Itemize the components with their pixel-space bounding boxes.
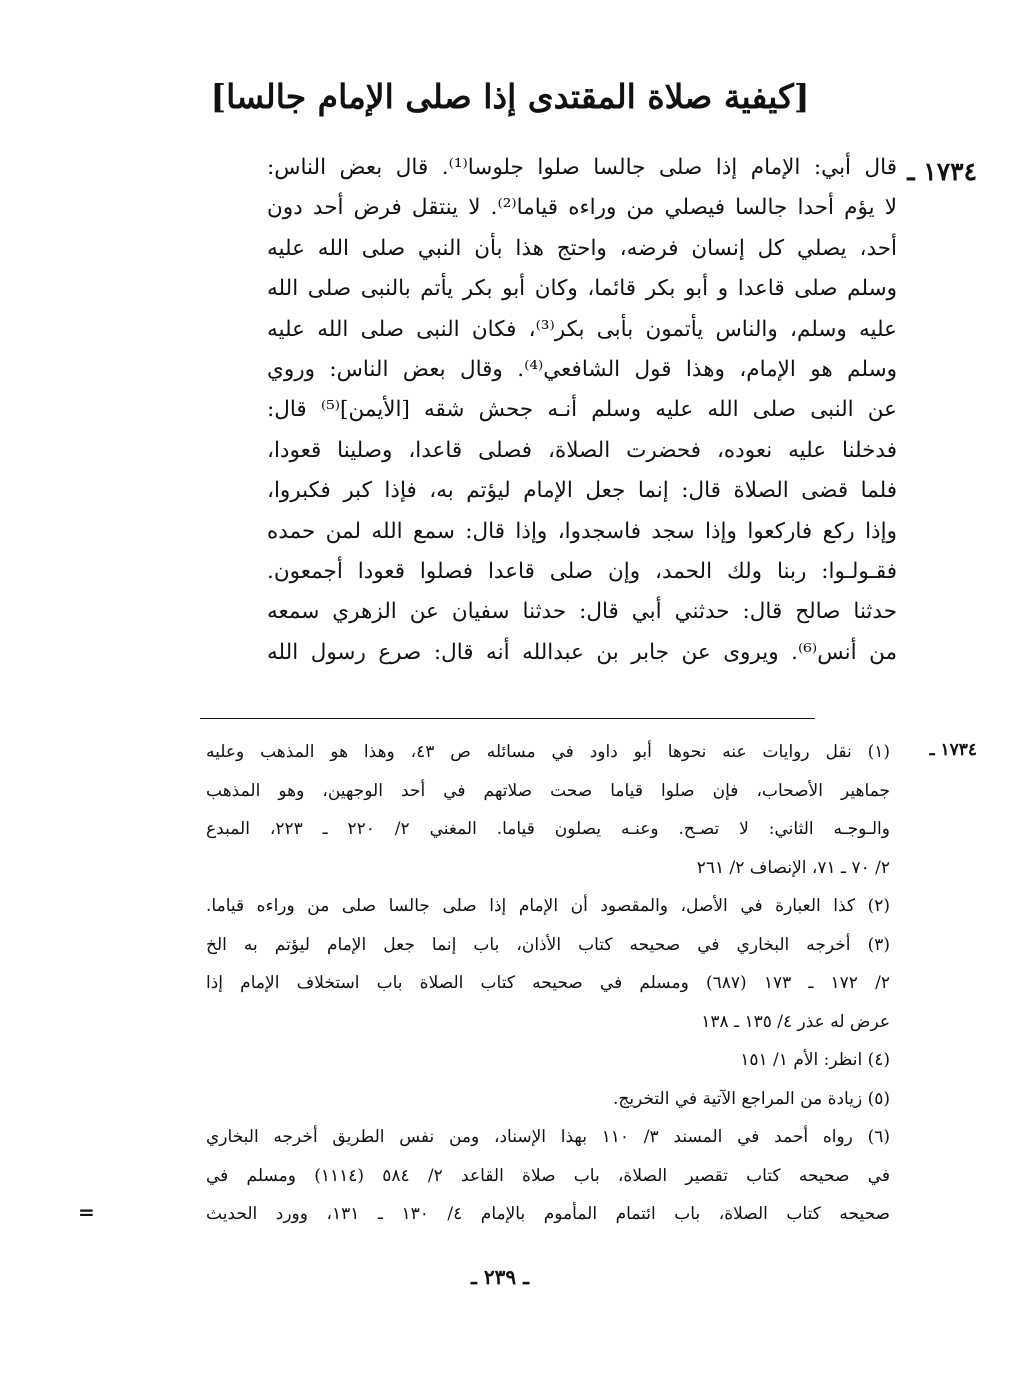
footnote-line: عرض له عذر ٤/ ١٣٥ ـ ١٣٨ (701, 1011, 890, 1032)
main-line: أحد، يصلي كل إنسان فرضه، واحتج هذا بأن النبي صلى الله عليه (267, 235, 897, 261)
footnotes (206, 733, 890, 1234)
page-number: ـ ٢٣٩ ـ (471, 1265, 529, 1289)
main-line: وسلم صلى قاعدا و أبو بكر قائما، وكان أبو بكر يأتم بالنبى صلى الله (267, 276, 897, 302)
footnote-separator (200, 718, 815, 719)
hadith-number: ١٧٣٤ ـ (907, 157, 977, 186)
footnote-line: والـوجـه الثاني: لا تصـح. وعنـه يصلون قياما. المغني ٢/ ٢٢٠ ـ ٢٢٣، المبدع (206, 819, 890, 839)
main-line: قال أبي: الإمام إذا صلى جالسا صلوا جلوسا⁽¹⁾. قال بعض الناس: (267, 155, 897, 180)
main-line: من أنس⁽⁶⁾. ويروى عن جابر بن عبدالله أنه قال: صرع رسول الله (267, 639, 897, 665)
footnote-line: (٦) رواه أحمد في المسند ٣/ ١١٠ بهذا الإسناد، ومن نفس الطريق أخرجه البخاري (206, 1127, 890, 1147)
section-title: [كيفية صلاة المقتدى إذا صلى الإمام جالسا] (210, 77, 810, 116)
main-line: فقـولـوا: ربنا ولك الحمد، وإن صلى قاعدا فصلوا قعودا أجمعون. (267, 558, 897, 584)
footnote-line: (٣) أخرجه البخاري في صحيحه كتاب الأذان، باب إنما جعل الإمام ليؤتم به الخ (206, 934, 890, 955)
main-line: فدخلنا عليه نعوده، فحضرت الصلاة، فصلى قاعدا، وصلينا قعودا، (267, 437, 897, 463)
footnote-line: صحيحه كتاب الصلاة، باب ائتمام المأموم بالإمام ٤/ ١٣٠ ـ ١٣١، وورد الحديث (206, 1204, 890, 1224)
footnote-line: (٥) زيادة من المراجع الآتية في التخريج. (612, 1088, 890, 1109)
main-line: وسلم هو الإمام، وهذا قول الشافعي⁽⁴⁾. وقال بعض الناس: وروي (267, 356, 897, 382)
footnote-line: (٤) انظر: الأم ١/ ١٥١ (740, 1050, 890, 1070)
main-line: عليه وسلم، والناس يأتمون بأبى بكر⁽³⁾، فكان النبى صلى الله عليه (267, 316, 897, 342)
footnote-line: ٢/ ١٧٢ ـ ١٧٣ (٦٨٧) ومسلم في صحيحه كتاب الصلاة باب استخلاف الإمام إذا (206, 973, 890, 993)
main-line: حدثنا صالح قال: حدثني أبي قال: حدثنا سفيان عن الزهري سمعه (267, 599, 897, 625)
footnote-line: (١) نقل روايات عنه نحوها أبو داود في مسائله ص ٤٣، وهذا هو المذهب وعليه (206, 742, 890, 762)
main-line: فلما قضى الصلاة قال: إنما جعل الإمام ليؤتم به، فإذا كبر فكبروا، (267, 478, 897, 504)
footnote-line: في صحيحه كتاب تقصير الصلاة، باب صلاة القاعد ٢/ ٥٨٤ (١١١٤) ومسلم في (206, 1165, 890, 1186)
footnote-line: ٢/ ٧٠ ـ ٧١، الإنصاف ٢/ ٢٦١ (696, 857, 890, 878)
footnote-hadith-number: ١٧٣٤ ـ (929, 740, 977, 760)
main-text (267, 148, 897, 673)
footnote-line: جماهير الأصحاب، فإن صلوا قياما صحت صلاتهم في أحد الوجهين، وهو المذهب (206, 780, 890, 801)
main-line: لا يؤم أحدا جالسا فيصلي من وراءه قياما⁽²⁾. لا ينتقل فرض أحد دون (267, 195, 897, 221)
continuation-mark: = (78, 1200, 95, 1224)
main-line: وإذا ركع فاركعوا وإذا سجد فاسجدوا، وإذا قال: سمع الله لمن حمده (267, 518, 897, 544)
footnote-line: (٢) كذا العبارة في الأصل، والمقصود أن الإمام إذا صلى جالسا صلى من وراءه قياما. (206, 896, 890, 916)
main-line: عن النبى صلى الله عليه وسلم أنـه جحش شقه [الأيمن]⁽⁵⁾ قال: (267, 397, 897, 423)
